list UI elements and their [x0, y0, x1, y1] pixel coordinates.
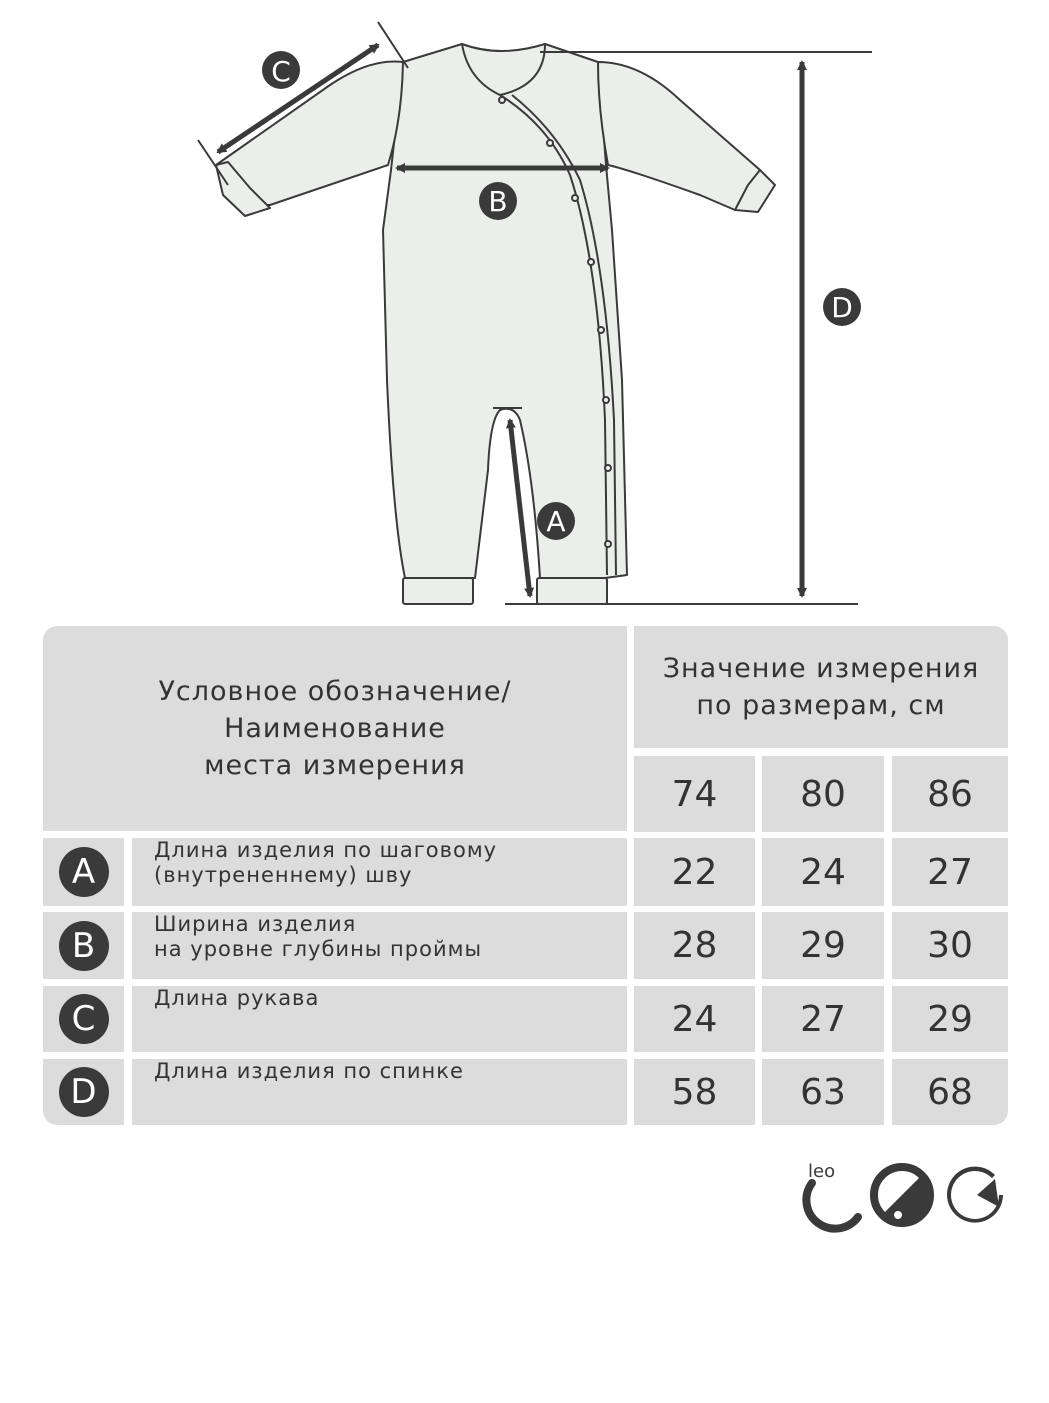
header-values-cell [634, 626, 1008, 748]
header-title-line: Условное обозначение/ [158, 676, 512, 707]
row-c-value: 29 [892, 986, 1008, 1052]
svg-text:C: C [271, 55, 291, 88]
description-line: (внутрененнему) шву [154, 863, 413, 887]
code-badge: C [59, 994, 109, 1044]
row-b-description [132, 912, 627, 979]
header-title-line: места измерения [204, 750, 466, 781]
row-a-description [132, 838, 627, 906]
row-c-value: 27 [762, 986, 884, 1052]
description-line: Длина изделия по спинке [154, 1059, 464, 1083]
label-d-badge [823, 288, 861, 326]
description-line: на уровне глубины проймы [154, 937, 483, 961]
row-c-value: 24 [634, 986, 755, 1052]
description-line: Ширина изделия [154, 912, 357, 936]
code-badge: B [59, 921, 109, 971]
row-b-value: 30 [892, 912, 1008, 979]
svg-text:D: D [831, 291, 853, 324]
code-badge: A [59, 847, 109, 897]
row-b-value: 28 [634, 912, 755, 979]
row-d-code-cell [43, 1059, 124, 1125]
row-d-value: 68 [892, 1059, 1008, 1125]
description-line: Длина рукава [154, 986, 320, 1010]
label-b-badge [479, 182, 517, 220]
row-a-code-cell [43, 838, 124, 906]
header-values-line: по размерам, см [696, 690, 946, 721]
row-a-value: 24 [762, 838, 884, 906]
row-d-description [132, 1059, 627, 1125]
size-header-86: 86 [892, 756, 1008, 832]
jumpsuit-outline [216, 44, 775, 604]
row-d-value: 58 [634, 1059, 755, 1125]
svg-text:B: B [488, 185, 508, 218]
svg-text:leo: leo [808, 1161, 836, 1182]
brand-logo [790, 1155, 1010, 1235]
size-header-80: 80 [762, 756, 884, 832]
header-title-cell [43, 626, 627, 831]
row-b-code-cell [43, 912, 124, 979]
svg-text:A: A [546, 505, 566, 538]
code-badge: D [59, 1067, 109, 1117]
header-values-line: Значение измерения [662, 653, 980, 684]
row-c-description [132, 986, 627, 1052]
header-title-line: Наименование [224, 713, 446, 744]
row-a-value: 27 [892, 838, 1008, 906]
label-a-badge [537, 502, 575, 540]
row-b-value: 29 [762, 912, 884, 979]
garment-diagram [0, 0, 1049, 620]
row-a-value: 22 [634, 838, 755, 906]
row-c-code-cell [43, 986, 124, 1052]
label-c-badge [262, 51, 300, 89]
description-line: Длина изделия по шаговому [154, 838, 498, 862]
row-d-value: 63 [762, 1059, 884, 1125]
size-header-74: 74 [634, 756, 755, 832]
